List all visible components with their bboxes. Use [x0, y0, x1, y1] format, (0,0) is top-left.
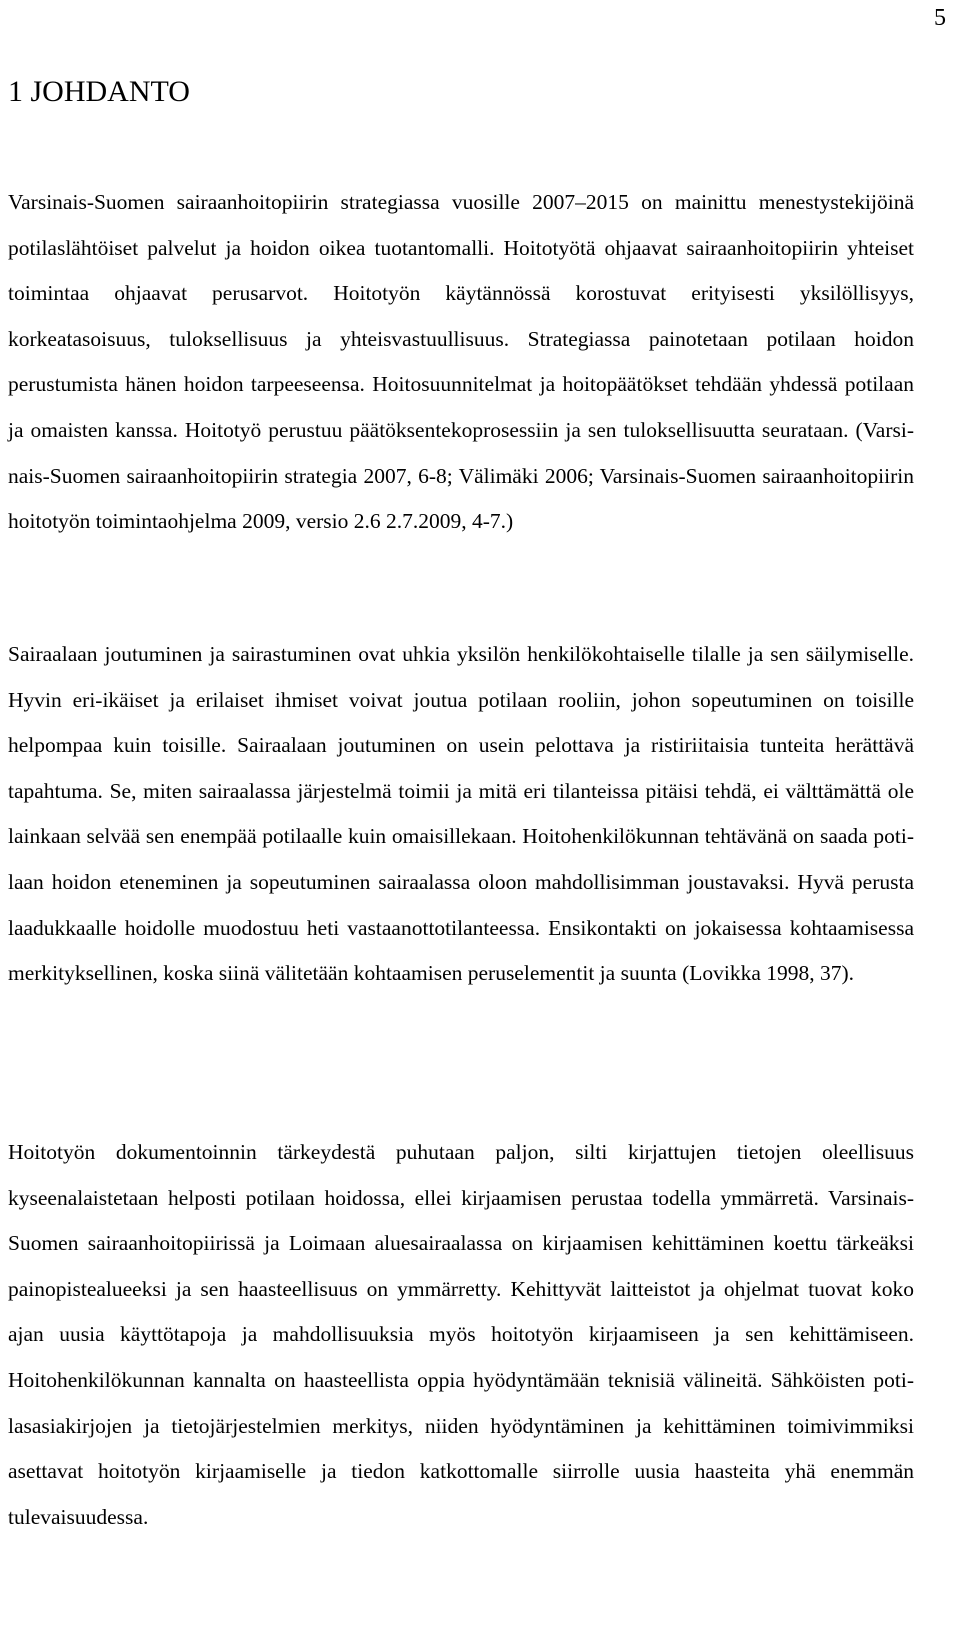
chapter-heading: 1 JOHDANTO — [8, 75, 190, 108]
body-paragraph: Varsinais-Suomen sairaanhoitopiirin strategiassa vuosille 2007–2015 on mainittu menestystekijöinä potilaslähtöiset palvelut ja hoidon oikea tuotantomalli. Hoitotyötä ohjaavat sairaanhoitopiirin yhteiset toimintaa ohjaavat perusarvot. Hoitotyön käytännössä korostuvat erityisesti yksilöllisyys, korkeatasoisuus, tuloksellisuus ja yhteisvastuullisuus. Strategiassa painotetaan potilaan hoidon perustumista hänen hoidon tarpeeseensa. Hoitosuunnitelmat ja hoitopäätökset tehdään yhdessä potilaan ja omaisten kanssa. Hoitotyö perustuu päätöksentekoprosessiin ja sen tuloksellisuutta seurataan. (Varsinais-Suomen sairaanhoitopiirin strategia 2007, 6-8; Välimäki 2006; Varsinais-Suomen sairaanhoitopiirin hoitotyön toimintaohjelma 2009, versio 2.6 2.7.2009, 4-7.) — [8, 190, 914, 534]
page-number: 5 — [934, 5, 946, 31]
body-paragraph: Hoitotyön dokumentoinnin tärkeydestä puhutaan paljon, silti kirjattujen tietojen oleellisuus kyseenalaistetaan helposti potilaan hoidossa, ellei kirjaamisen perustaa todella ymmärretä. Varsinais-Suomen sairaanhoitopiirissä ja Loimaan aluesairaalassa on kirjaamisen kehittäminen koettu tärkeäksi painopistealueeksi ja sen haasteellisuus on ymmärretty. Kehittyvät laitteistot ja ohjelmat tuovat koko ajan uusia käyttötapoja ja mahdollisuuksia myös hoitotyön kirjaamiseen ja sen kehittämiseen. Hoitohenkilökunnan kannalta on haasteellista oppia hyödyntämään teknisiä välineitä. Sähköisten potilasasiakirjojen ja tietojärjestelmien merkitys, niiden hyödyntäminen ja kehittäminen toimivimmiksi asettavat hoitotyön kirjaamiselle ja tiedon katkottomalle siirrolle uusia haasteita yhä enemmän tulevaisuudessa. — [8, 1140, 914, 1529]
body-paragraph: Sairaalaan joutuminen ja sairastuminen ovat uhkia yksilön henkilökohtaiselle tilalle ja sen säilymiselle. Hyvin eri-ikäiset ja erilaiset ihmiset voivat joutua potilaan rooliin, johon sopeutuminen on toisille helpompaa kuin toisille. Sairaalaan joutuminen on usein pelottava ja ristiriitaisia tunteita herättävä tapahtuma. Se, miten sairaalassa järjestelmä toimii ja mitä eri tilanteissa pitäisi tehdä, ei välttämättä ole lainkaan selvää sen enempää potilaalle kuin omaisillekaan. Hoitohenkilökunnan tehtävänä on saada potilaan hoidon eteneminen ja sopeutuminen sairaalassa oloon mahdollisimman joustavaksi. Hyvä perusta laadukkaalle hoidolle muodostuu heti vastaanottotilanteessa. Ensikontakti on jokaisessa kohtaamisessa merkityksellinen, koska siinä välitetään kohtaamisen peruselementit ja suunta (Lovikka 1998, 37). — [8, 642, 914, 986]
